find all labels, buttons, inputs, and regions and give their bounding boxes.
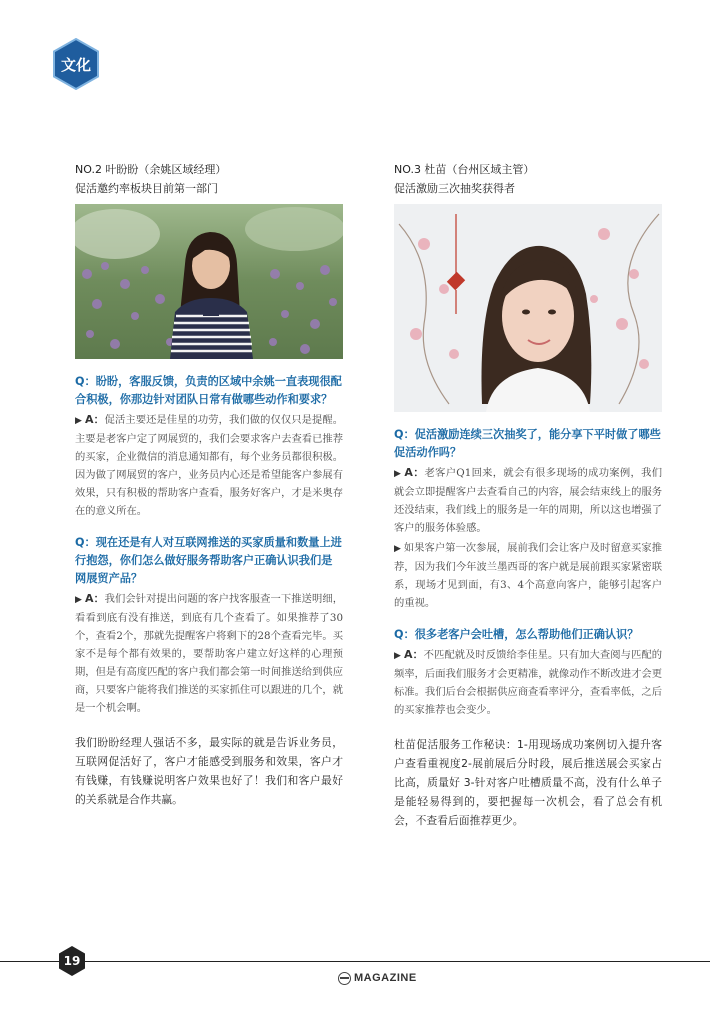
left-name-line: NO.2 叶盼盼（余姚区域经理） — [75, 163, 227, 176]
left-answer-2 — [75, 590, 343, 717]
right-portrait-photo — [394, 204, 662, 412]
left-closing-paragraph: 我们盼盼经理人强话不多，最实际的就是告诉业务员，互联网促活好了，客户才能感受到服务和效果，客户才有钱赚，有钱赚说明客户效果也好了！我们和客户最好的关系就是合作共赢。 — [75, 736, 343, 806]
right-answer-1b — [394, 539, 662, 612]
q-label: Q： — [394, 428, 415, 441]
q-label: Q： — [394, 628, 415, 641]
triangle-bullet-icon: ▶ — [394, 544, 404, 554]
left-sub-line: 促活邀约率板块目前第一部门 — [75, 182, 218, 195]
portrait-field-image — [75, 204, 343, 359]
a-label: A： — [404, 466, 425, 479]
magazine-label: MAGAZINE — [354, 972, 417, 984]
left-answer-2-text: 我们会针对提出问题的客户找客服查一下推送明细，看看到底有没有推送，到底有几个查看了。如果推荐了30个，查看2个，那就先提醒客户将剩下的28个查看完毕。买家不是每个都有效果的，要帮助客户建立好这样的心理预期，但是有高度匹配的客户我们都会第一时间推送给到供应商，只要客户能将我们推送的买家抓住可以跟进的几个，就是一个机会啊。 — [75, 593, 343, 714]
left-portrait-photo — [75, 204, 343, 359]
section-badge — [52, 38, 100, 90]
right-question-2 — [394, 626, 662, 644]
right-answer-2-text: 不匹配就及时反馈给李佳星。只有加大查阅与匹配的频率，后面我们服务才会更精准，就像动作不断改进才会更标准。我们后台会根据供应商查看率评分，查看率低，之后的买家推荐也会变少。 — [394, 649, 662, 716]
left-answer-1-text: 促活主要还是佳星的功劳，我们做的仅仅只是提醒。主要是老客户定了网展贸的，我们会要求客户去查看已推荐的买家，企业微信的消息通知都有，每个业务员都很积极。因为做了网展贸的客户，业务员内心还是希望能客户参展有效果，只有积极的帮助客户查看，服务好客户，才是米奥存在的意义所在。 — [75, 414, 343, 517]
page-number-badge — [57, 945, 87, 977]
globe-icon — [338, 972, 351, 985]
right-question-1 — [394, 426, 662, 462]
footer-rule — [0, 961, 710, 962]
left-answer-1 — [75, 411, 343, 520]
section-badge-label: 文化 — [60, 55, 91, 74]
left-question-2-text: 现在还是有人对互联网推送的买家质量和数量上进行抱怨，你们怎么做好服务帮助客户正确认识我们是网展贸产品？ — [75, 536, 342, 585]
left-question-1 — [75, 373, 343, 409]
right-question-1-text: 促活激励连续三次抽奖了，能分享下平时做了哪些促活动作吗？ — [394, 428, 661, 459]
right-answer-1 — [394, 464, 662, 537]
right-question-2-text: 很多老客户会吐槽，怎么帮助他们正确认识？ — [414, 628, 639, 641]
right-name-line: NO.3 杜苗（台州区域主管） — [394, 163, 535, 176]
right-sub-line: 促活激励三次抽奖获得者 — [394, 182, 515, 195]
right-answer-2 — [394, 646, 662, 719]
right-closing-paragraph: 杜苗促活服务工作秘诀：1-用现场成功案例切入提升客户查看重视度2-展前展后分时段，展后推送展会买家占比高，质量好 3-针对客户吐槽质量不高，没有什么单子是能轻易得到的，要把握每一次机会，看了总会有机会，不查看后面推荐更少。 — [394, 738, 662, 827]
triangle-bullet-icon: ▶ — [75, 416, 85, 426]
a-label: A： — [84, 413, 105, 426]
triangle-bullet-icon: ▶ — [75, 595, 85, 605]
a-label: A： — [403, 648, 424, 661]
portrait-indoor-image — [394, 204, 662, 412]
page-number: 19 — [63, 954, 81, 968]
left-column — [75, 160, 343, 809]
q-label: Q： — [75, 536, 96, 549]
triangle-bullet-icon: ▶ — [394, 469, 405, 479]
right-answer-1b-text: 如果客户第一次参展，展前我们会让客户及时留意买家推荐，因为我们今年波兰墨西哥的客户就是展前跟买家紧密联系，现场才见到面，有3、4个高意向客户，能够引起客户的重视。 — [394, 542, 662, 609]
right-answer-1-text: 老客户Q1回来，就会有很多现场的成功案例，我们就会立即提醒客户去查看自己的内容，展会结束线上的服务还没结束，我们线上的服务是一年的周期，所以这也增强了客户的服务体验感。 — [394, 467, 662, 534]
triangle-bullet-icon: ▶ — [394, 651, 404, 661]
left-question-2 — [75, 534, 343, 588]
left-question-1-text: 盼盼，客服反馈，负责的区域中余姚一直表现很配合积极，你那边针对团队日常有做哪些动作和要求？ — [75, 375, 342, 406]
right-column — [394, 160, 662, 830]
magazine-logo — [338, 970, 417, 986]
q-label: Q： — [75, 375, 96, 388]
a-label: A： — [84, 592, 105, 605]
